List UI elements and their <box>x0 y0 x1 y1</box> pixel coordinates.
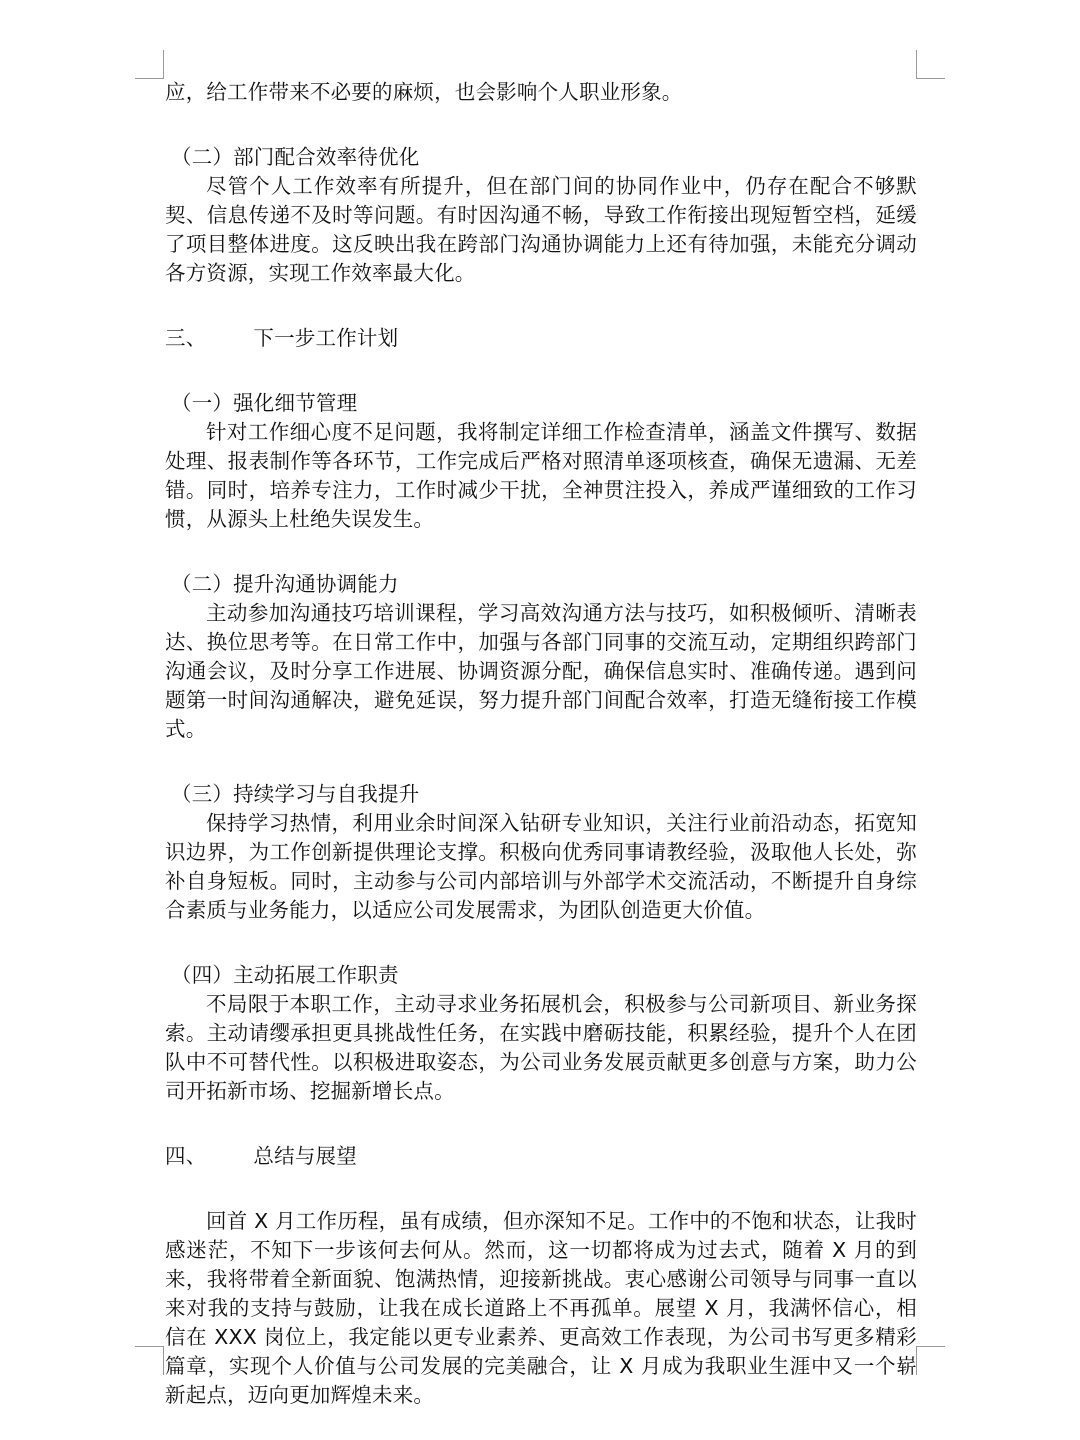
crop-mark-bottom-right <box>916 1346 945 1375</box>
crop-mark-top-right <box>916 50 945 79</box>
crop-mark-top-left <box>135 50 164 79</box>
subsection-heading-detail-management: （一）强化细节管理 <box>171 391 358 415</box>
section-heading-next-plan <box>165 324 917 353</box>
paragraph-expand-duties: 不局限于本职工作，主动寻求业务拓展机会，积极参与公司新项目、新业务探索。主动请缨承担更具挑战性任务，在实践中磨砺技能，积累经验，提升个人在团队中不可替代性。以积极进取姿态，为公司业务发展贡献更多创意与方案，助力公司开拓新市场、挖掘新增长点。 <box>165 992 917 1103</box>
section-number: 四、 <box>165 1144 207 1168</box>
subsection-heading-expand-duties: （四）主动拓展工作职责 <box>171 963 399 987</box>
paragraph-detail-management: 针对工作细心度不足问题，我将制定详细工作检查清单，涵盖文件撰写、数据处理、报表制作等各环节，工作完成后严格对照清单逐项核查，确保无遗漏、无差错。同时，培养专注力，工作时减少干扰，全神贯注投入，养成严谨细致的工作习惯，从源头上杜绝失误发生。 <box>165 420 917 531</box>
subsection-heading-dept-cooperation: （二）部门配合效率待优化 <box>171 145 420 169</box>
paragraph-summary: 回首 X 月工作历程，虽有成绩，但亦深知不足。工作中的不饱和状态，让我时感迷茫，不知下一步该何去何从。然而，这一切都将成为过去式，随着 X 月的到来，我将带着全新面貌、饱满热情，迎接新挑战。衷心感谢公司领导与同事一直以来对我的支持与鼓励，让我在成长道路上不再孤单。展望 X 月，我满怀信心，相信在 XXX 岗位上，我定能以更专业素养、更高效工作表现，为公司书写更多精彩篇章，实现个人价值与公司发展的完美融合，让 X 月成为我职业生涯中又一个崭新起点，迈向更加辉煌未来。 <box>165 1209 917 1407</box>
paragraph-communication: 主动参加沟通技巧培训课程，学习高效沟通方法与技巧，如积极倾听、清晰表达、换位思考等。在日常工作中，加强与各部门同事的交流互动，定期组织跨部门沟通会议，及时分享工作进展、协调资源分配，确保信息实时、准确传递。遇到问题第一时间沟通解决，避免延误，努力提升部门间配合效率，打造无缝衔接工作模式。 <box>165 601 917 741</box>
paragraph-dept-cooperation: 尽管个人工作效率有所提升，但在部门间的协同作业中，仍存在配合不够默契、信息传递不及时等问题。有时因沟通不畅，导致工作衔接出现短暂空档，延缓了项目整体进度。这反映出我在跨部门沟通协调能力上还有待加强，未能充分调动各方资源，实现工作效率最大化。 <box>165 174 917 285</box>
intro-line: 应，给工作带来不必要的麻烦，也会影响个人职业形象。 <box>165 80 683 104</box>
subsection-heading-learning: （三）持续学习与自我提升 <box>171 782 420 806</box>
crop-mark-bottom-left <box>135 1346 164 1375</box>
subsection-heading-communication: （二）提升沟通协调能力 <box>171 572 399 596</box>
section-number: 三、 <box>165 326 207 350</box>
section-title: 下一步工作计划 <box>253 326 399 350</box>
section-heading-summary <box>165 1142 917 1171</box>
document-body <box>165 78 917 1410</box>
section-title: 总结与展望 <box>253 1144 357 1168</box>
paragraph-learning: 保持学习热情，利用业余时间深入钻研专业知识，关注行业前沿动态，拓宽知识边界，为工作创新提供理论支撑。积极向优秀同事请教经验，汲取他人长处，弥补自身短板。同时，主动参与公司内部培训与外部学术交流活动，不断提升自身综合素质与业务能力，以适应公司发展需求，为团队创造更大价值。 <box>165 811 917 922</box>
